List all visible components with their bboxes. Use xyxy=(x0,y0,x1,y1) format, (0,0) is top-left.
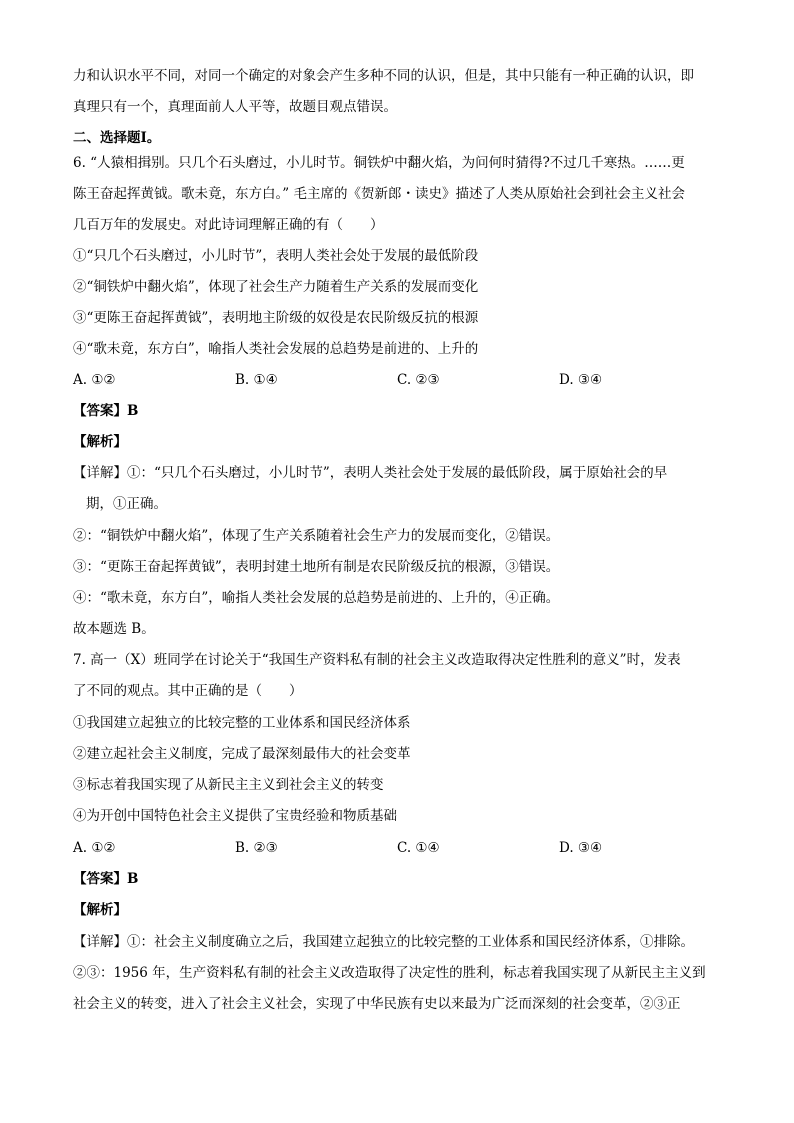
q6-item-3: ③“更陈王奋起挥黄钺”，表明地主阶级的奴役是农民阶级反抗的根源 xyxy=(73,310,479,326)
q7-detail-2: ②③：1956 年，生产资料私有制的社会主义改造取得了决定性的胜利，标志着我国实现了从新民主主义到 xyxy=(73,965,706,981)
q6-detail-4: ③：“更陈王奋起挥黄钺”，表明封建土地所有制是农民阶级反抗的根源，③错误。 xyxy=(73,559,560,575)
q6-answer: 【答案】B xyxy=(73,403,139,419)
section-title: 二、选择题Ⅰ。 xyxy=(73,130,161,146)
q6-conclusion: 故本题选 B。 xyxy=(73,621,155,637)
q7-option-b: B. ②③ xyxy=(235,840,278,856)
q7-option-d: D. ③④ xyxy=(559,840,603,856)
q6-item-1: ①“只几个石头磨过，小儿时节”，表明人类社会处于发展的最低阶段 xyxy=(73,248,479,264)
q6-option-a: A. ①② xyxy=(73,372,116,388)
q7-stem-line-1: 7. 高一（X）班同学在讨论关于“我国生产资料私有制的社会主义改造取得决定性胜利的意义”时，发表 xyxy=(73,652,681,668)
q7-detail-3: 社会主义的转变，进入了社会主义社会，实现了中华民族有史以来最为广泛而深刻的社会变革，②③正 xyxy=(73,996,681,1012)
q7-analysis-label: 【解析】 xyxy=(73,902,127,918)
q6-detail-1: 【详解】①：“只几个石头磨过，小儿时节”，表明人类社会处于发展的最低阶段，属于原始社会的早 xyxy=(73,465,668,481)
q7-option-a: A. ①② xyxy=(73,840,116,856)
q7-detail-1: 【详解】①：社会主义制度确立之后，我国建立起独立的比较完整的工业体系和国民经济体系，①排除。 xyxy=(73,934,694,950)
q7-answer: 【答案】B xyxy=(73,871,139,887)
q6-option-c: C. ②③ xyxy=(397,372,440,388)
q6-analysis-label: 【解析】 xyxy=(73,434,127,450)
q6-option-b: B. ①④ xyxy=(235,372,278,388)
q7-item-4: ④为开创中国特色社会主义提供了宝贵经验和物质基础 xyxy=(73,808,397,824)
intro-line-1: 力和认识水平不同，对同一个确定的对象会产生多种不同的认识，但是，其中只能有一种正确的认识，即 xyxy=(73,68,694,84)
q6-detail-5: ④：“歌未竟，东方白”，喻指人类社会发展的总趋势是前进的、上升的，④正确。 xyxy=(73,590,560,606)
q6-stem-line-3: 几百万年的发展史。对此诗词理解正确的有（ ） xyxy=(73,217,384,233)
q7-item-3: ③标志着我国实现了从新民主主义到社会主义的转变 xyxy=(73,777,384,793)
q7-option-c: C. ①④ xyxy=(397,840,440,856)
q6-item-2: ②“铜铁炉中翻火焰”，体现了社会生产力随着生产关系的发展而变化 xyxy=(73,279,479,295)
q6-detail-2: 期，①正确。 xyxy=(86,496,167,512)
q6-stem-line-2: 陈王奋起挥黄钺。歌未竟，东方白。” 毛主席的《贺新郎・读史》描述了人类从原始社会到社会主义社会 xyxy=(73,186,685,202)
intro-line-2: 真理只有一个，真理面前人人平等，故题目观点错误。 xyxy=(73,99,397,115)
q6-detail-3: ②：“铜铁炉中翻火焰”，体现了生产关系随着社会生产力的发展而变化，②错误。 xyxy=(73,528,560,544)
q7-stem-line-2: 了不同的观点。其中正确的是（ ） xyxy=(73,683,303,699)
q7-item-2: ②建立起社会主义制度，完成了最深刻最伟大的社会变革 xyxy=(73,746,411,762)
q6-item-4: ④“歌未竟，东方白”，喻指人类社会发展的总趋势是前进的、上升的 xyxy=(73,341,479,357)
q7-item-1: ①我国建立起独立的比较完整的工业体系和国民经济体系 xyxy=(73,715,411,731)
q6-option-d: D. ③④ xyxy=(559,372,603,388)
q6-stem-line-1: 6. “人猿相揖别。只几个石头磨过，小儿时节。铜铁炉中翻火焰，为问何时猜得?不过几千寒热。……更 xyxy=(73,155,685,171)
